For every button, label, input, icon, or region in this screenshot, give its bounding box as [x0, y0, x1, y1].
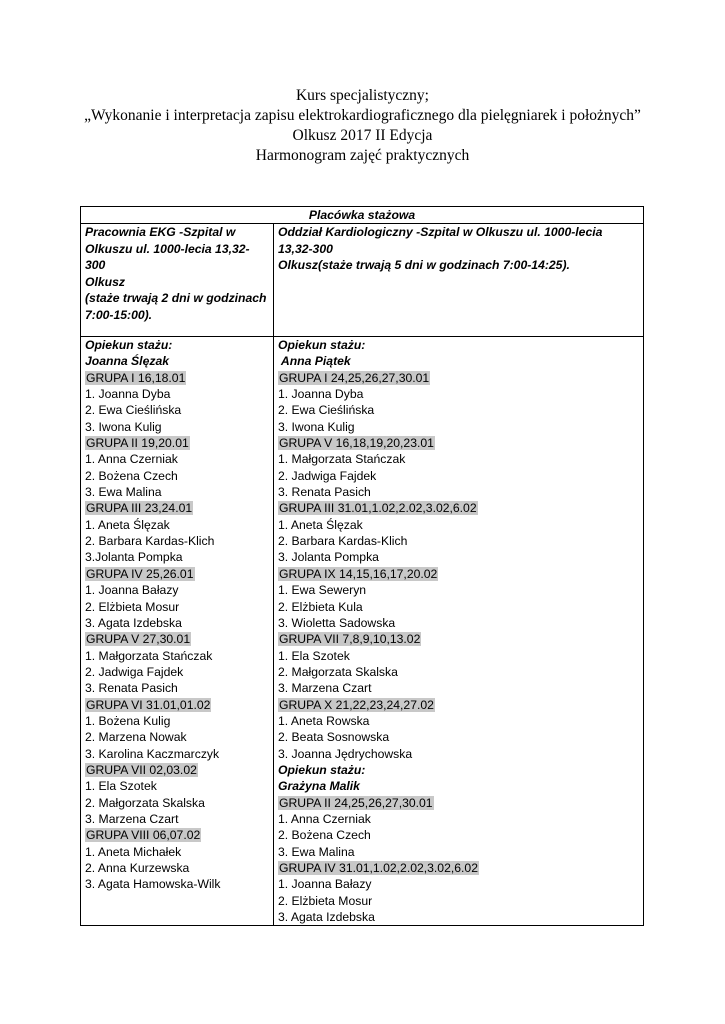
group-heading-label: GRUPA III 23,24.01: [86, 501, 193, 516]
participant-name: 1. Joanna Bałazy: [278, 877, 372, 892]
participant-name: 2. Barbara Kardas-Klich: [85, 534, 215, 549]
participant-name: 2. Jadwiga Fajdek: [278, 468, 377, 483]
group-heading: [85, 762, 269, 778]
participant-name: 2. Barbara Kardas-Klich: [278, 534, 408, 549]
participant-name: 3. Agata Izdebska: [278, 910, 375, 925]
placement-line: Pracownia EKG -Szpital w: [85, 225, 236, 239]
group-heading: [278, 370, 639, 386]
participant-name: 3. Karolina Kaczmarczyk: [85, 746, 220, 761]
group-heading-label: GRUPA VII 02,03.02: [86, 762, 197, 777]
group-heading: [278, 631, 639, 647]
participant-name: 2. Elżbieta Mosur: [278, 893, 373, 908]
group-heading: [85, 435, 269, 451]
participant-name: 2. Beata Sosnowska: [278, 730, 390, 745]
group-heading-label: GRUPA V 16,18,19,20,23.01: [279, 436, 434, 451]
group-heading-label: GRUPA V 27,30.01: [86, 632, 191, 647]
participant-name: 1. Aneta Rowska: [278, 713, 370, 728]
course-title: „Wykonanie i interpretacja zapisu elektrokardiograficznego dla pielęgniarek i położnych”: [84, 107, 641, 124]
participant-name: 3. Jolanta Pompka: [278, 550, 379, 565]
course-type: Kurs specjalistyczny;: [295, 87, 429, 104]
participant-name: 1. Aneta Ślęzak: [85, 517, 170, 532]
group-heading: [85, 697, 269, 713]
group-heading: [278, 697, 639, 713]
participant-name: 2. Anna Kurzewska: [85, 861, 190, 875]
participant-name: 3. Renata Pasich: [278, 485, 371, 500]
group-heading: [278, 860, 639, 876]
supervisor-line: Grażyna Malik: [278, 779, 360, 794]
participant-name: 1. Joanna Dyba: [278, 387, 364, 402]
participant-name: 3. Marzena Czart: [278, 681, 372, 696]
participant-name: 1. Ela Szotek: [278, 648, 350, 663]
participant-name: 3.Jolanta Pompka: [85, 550, 183, 565]
placement-line: (staże trwają 2 dni w godzinach: [85, 291, 267, 305]
participant-name: 3. Iwona Kulig: [278, 419, 355, 434]
participant-name: 3. Marzena Czart: [85, 811, 179, 826]
participant-name: 1. Aneta Michałek: [85, 844, 182, 859]
participant-name: 2. Elżbieta Mosur: [85, 599, 180, 614]
participant-name: 3. Agata Izdebska: [85, 615, 182, 630]
participant-name: 1. Joanna Dyba: [85, 387, 171, 402]
participant-name: 2. Elżbieta Kula: [278, 599, 363, 614]
schedule-title: Harmonogram zajęć praktycznych: [255, 147, 470, 164]
participant-name: 3. Ewa Malina: [85, 485, 162, 500]
participant-name: 2. Marzena Nowak: [85, 730, 187, 745]
participant-name: 3. Agata Hamowska-Wilk: [85, 877, 221, 892]
group-heading: [85, 370, 269, 386]
participant-name: 1. Aneta Ślęzak: [278, 517, 363, 532]
document-header: [0, 86, 725, 166]
group-heading-label: GRUPA IV 25,26.01: [86, 566, 194, 581]
group-heading-label: GRUPA X 21,22,23,24,27.02: [279, 697, 434, 712]
placement-row: [81, 224, 644, 337]
group-heading-label: GRUPA VII 7,8,9,10,13.02: [279, 632, 421, 647]
placement-line: 7:00-15:00).: [85, 307, 153, 322]
participant-name: 2. Jadwiga Fajdek: [85, 664, 184, 679]
groups-row: [81, 337, 644, 926]
group-heading-label: GRUPA I 24,25,26,27,30.01: [279, 370, 430, 385]
participant-name: 1. Małgorzata Stańczak: [85, 648, 213, 663]
participant-name: 1. Anna Czerniak: [85, 452, 178, 467]
placement-line: Olkusz(staże trwają 5 dni w godzinach 7:00-14:25).: [278, 258, 570, 272]
left-group-list: [81, 337, 274, 926]
group-heading: [85, 566, 269, 582]
supervisor-line: Opiekun stażu:: [278, 338, 366, 352]
placement-line: Olkuszu ul. 1000-lecia 13,32-300: [85, 241, 250, 272]
right-group-list: [274, 337, 644, 926]
group-heading: [85, 500, 269, 516]
schedule-table: [80, 206, 644, 926]
group-heading-label: GRUPA IV 31.01,1.02,2.02,3.02,6.02: [279, 861, 478, 875]
supervisor-line: Joanna Ślęzak: [85, 354, 169, 369]
supervisor-line: Opiekun stażu:: [278, 762, 366, 777]
group-heading-label: GRUPA I 16,18.01: [86, 370, 186, 385]
participant-name: 1. Joanna Bałazy: [85, 583, 179, 598]
group-heading-label: GRUPA VIII 06,07.02: [86, 828, 201, 843]
table-heading-row: [81, 207, 644, 224]
participant-name: 3. Iwona Kulig: [85, 419, 162, 434]
participant-name: 3. Joanna Jędrychowska: [278, 746, 413, 761]
supervisor-line: Opiekun stażu:: [85, 338, 173, 352]
participant-name: 2. Małgorzata Skalska: [85, 795, 205, 810]
participant-name: 2. Bożena Czech: [278, 828, 371, 843]
participant-name: 1. Ewa Seweryn: [278, 583, 367, 598]
group-heading-label: GRUPA III 31.01,1.02,2.02,3.02,6.02: [279, 501, 477, 516]
group-heading: [85, 827, 269, 843]
participant-name: 2. Ewa Cieślińska: [278, 403, 375, 418]
participant-name: 3. Renata Pasich: [85, 681, 178, 696]
placement-line: Olkusz: [85, 274, 125, 289]
group-heading: [278, 795, 639, 811]
placement-ekg-lab: [81, 224, 274, 337]
group-heading: [278, 500, 639, 516]
group-heading-label: GRUPA II 19,20.01: [86, 436, 189, 451]
participant-name: 1. Bożena Kulig: [85, 713, 171, 728]
group-heading: [278, 435, 639, 451]
placement-line: Oddział Kardiologiczny -Szpital w Olkuszu ul. 1000-lecia 13,32-300: [278, 225, 603, 256]
group-heading-label: GRUPA VI 31.01,01.02: [86, 697, 211, 712]
table-heading: Placówka stażowa: [81, 207, 644, 224]
participant-name: 3. Ewa Malina: [278, 844, 355, 859]
supervisor-line: Anna Piątek: [278, 354, 351, 369]
participant-name: 1. Anna Czerniak: [278, 811, 371, 826]
participant-name: 1. Małgorzata Stańczak: [278, 452, 406, 467]
group-heading: [278, 566, 639, 582]
participant-name: 2. Ewa Cieślińska: [85, 403, 182, 418]
participant-name: 2. Bożena Czech: [85, 468, 178, 483]
placement-cardiology-ward: [274, 224, 644, 337]
group-heading-label: GRUPA IX 14,15,16,17,20.02: [279, 566, 438, 581]
course-edition: Olkusz 2017 II Edycja: [292, 127, 433, 144]
participant-name: 1. Ela Szotek: [85, 779, 157, 794]
participant-name: 2. Małgorzata Skalska: [278, 664, 398, 679]
group-heading-label: GRUPA II 24,25,26,27,30.01: [279, 795, 433, 810]
participant-name: 3. Wioletta Sadowska: [278, 615, 396, 630]
group-heading: [85, 631, 269, 647]
